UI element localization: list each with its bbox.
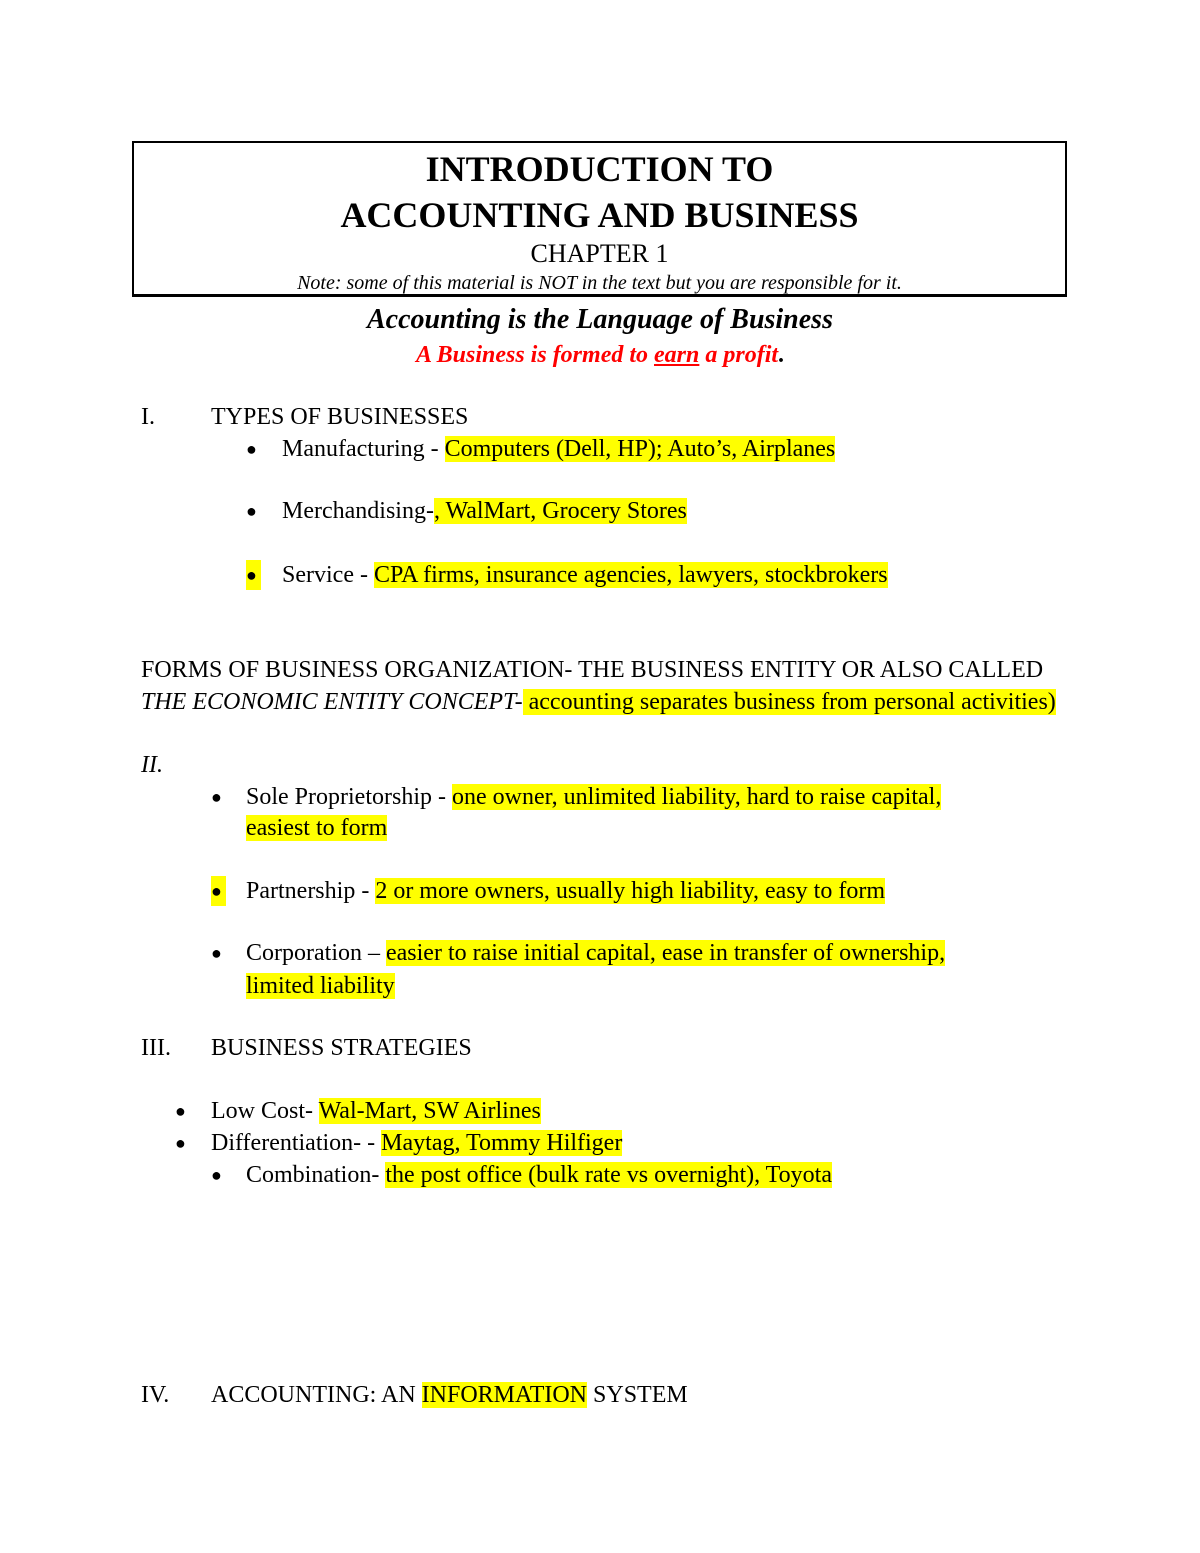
list-item: Sole Proprietorship - one owner, unlimited liability, hard to raise capital, bbox=[246, 784, 942, 810]
bullet-icon: ● bbox=[246, 560, 261, 590]
tagline-emphasis: earn bbox=[654, 342, 700, 368]
bullet-icon: ● bbox=[211, 876, 226, 906]
list-item: Differentiation- - Maytag, Tommy Hilfiger bbox=[211, 1130, 623, 1156]
bullet-icon: ● bbox=[211, 787, 222, 807]
section-numeral: I. bbox=[141, 404, 155, 430]
chapter-label: CHAPTER 1 bbox=[530, 239, 669, 268]
list-item: Manufacturing - Computers (Dell, HP); Auto’s, Airplanes bbox=[282, 436, 836, 462]
bullet-icon: ● bbox=[211, 943, 222, 963]
tagline: A Business is formed to earn a profit. bbox=[415, 342, 785, 368]
title-box bbox=[132, 141, 1067, 297]
bullet-icon: ● bbox=[175, 1133, 186, 1153]
section-numeral: III. bbox=[141, 1035, 171, 1061]
list-item: Partnership - 2 or more owners, usually high liability, easy to form bbox=[246, 878, 885, 904]
section-heading: ACCOUNTING: AN INFORMATION SYSTEM bbox=[211, 1382, 688, 1408]
document-title-line1: INTRODUCTION TO bbox=[425, 149, 774, 189]
list-item: Merchandising-, WalMart, Grocery Stores bbox=[282, 498, 687, 524]
subtitle: Accounting is the Language of Business bbox=[367, 304, 833, 335]
section-numeral: IV. bbox=[141, 1382, 170, 1408]
document-title-line2: ACCOUNTING AND BUSINESS bbox=[340, 195, 859, 235]
bullet-icon: ● bbox=[211, 1165, 222, 1185]
list-item-continuation: limited liability bbox=[246, 973, 395, 999]
section-heading: BUSINESS STRATEGIES bbox=[211, 1035, 472, 1061]
list-item: Low Cost- Wal-Mart, SW Airlines bbox=[211, 1098, 541, 1124]
bullet-icon: ● bbox=[246, 501, 257, 521]
bullet-icon: ● bbox=[246, 439, 257, 459]
section-heading: TYPES OF BUSINESSES bbox=[211, 404, 469, 430]
list-item: Corporation – easier to raise initial capital, ease in transfer of ownership, bbox=[246, 940, 946, 966]
section-numeral: II. bbox=[141, 752, 163, 778]
bullet-icon: ● bbox=[175, 1101, 186, 1121]
forms-of-business-intro: FORMS OF BUSINESS ORGANIZATION- THE BUSINESS ENTITY OR ALSO CALLED THE ECONOMIC ENTITY CONCEPT- accounting separates business from personal activities) bbox=[141, 657, 1056, 715]
list-item: Service - CPA firms, insurance agencies, lawyers, stockbrokers bbox=[282, 562, 888, 588]
list-item: Combination- the post office (bulk rate vs overnight), Toyota bbox=[246, 1162, 832, 1188]
list-item-continuation: easiest to form bbox=[246, 815, 388, 841]
responsibility-note: Note: some of this material is NOT in the text but you are responsible for it. bbox=[297, 272, 902, 294]
